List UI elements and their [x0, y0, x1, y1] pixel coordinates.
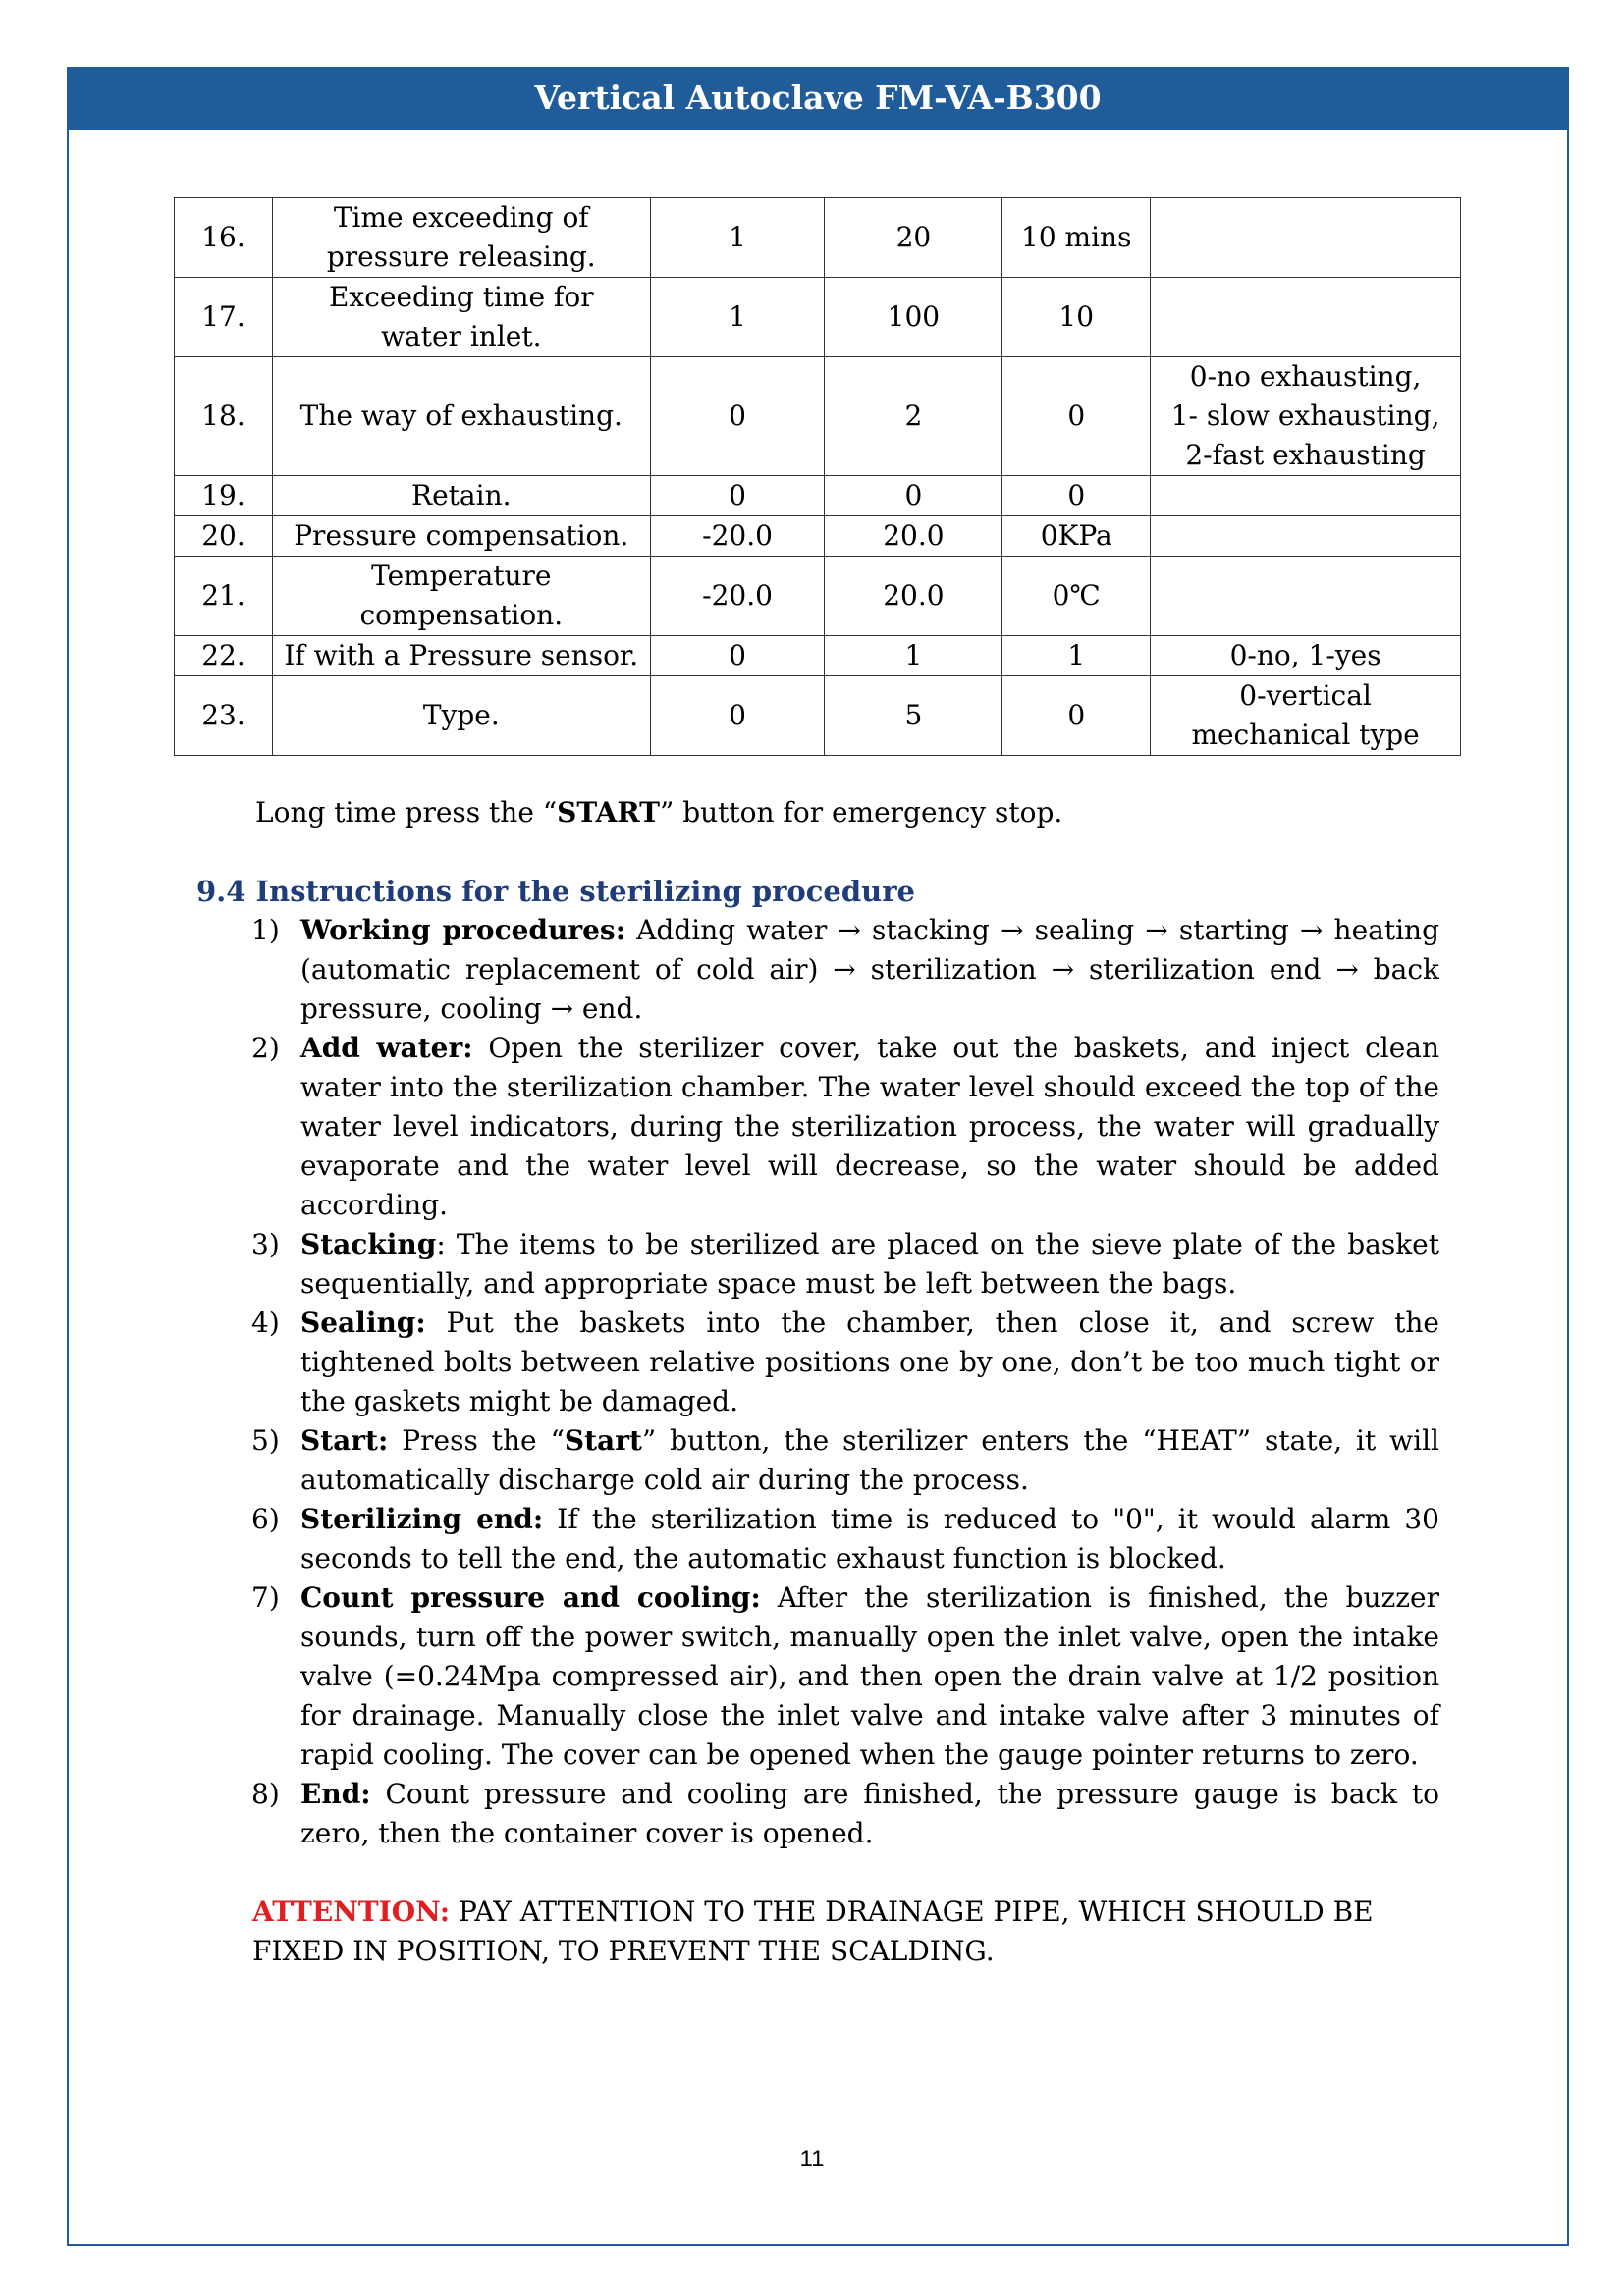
- table-row: [175, 676, 1461, 756]
- attention-label: ATTENTION:: [252, 1896, 451, 1928]
- remark: [1151, 278, 1461, 357]
- parameter-name: Pressure compensation.: [272, 516, 650, 557]
- max-value: 0: [825, 476, 1002, 516]
- section-title: 9.4 Instructions for the sterilizing procedure: [196, 875, 915, 908]
- min-value: 0: [650, 636, 825, 676]
- list-item: 8) End: Count pressure and cooling are finished, the pressure gauge is back to zero, then the container cover is opened.: [251, 1778, 1439, 1849]
- row-number: 21.: [175, 557, 273, 636]
- row-number: 17.: [175, 278, 273, 357]
- table-row: [175, 636, 1461, 676]
- remark: [1151, 198, 1461, 278]
- remark: [1151, 557, 1461, 636]
- max-value: 20.0: [825, 516, 1002, 557]
- row-number: 22.: [175, 636, 273, 676]
- parameter-table: [174, 197, 1461, 756]
- list-item: 7) Count pressure and cooling: After the sterilization is finished, the buzzer sounds, turn off the power switch, manually open the inlet valve, open the intake valve (=0.24Mpa compressed air), and then open the drain valve at 1/2 position for drainage. Manually close the inlet valve and intake valve after 3 minutes of rapid cooling. The cover can be opened when the gauge pointer returns to zero.: [251, 1581, 1439, 1771]
- remark: 0-no, 1-yes: [1151, 636, 1461, 676]
- table-row: [175, 198, 1461, 278]
- table-row: [175, 278, 1461, 357]
- emergency-stop-note: Long time press the “START” button for emergency stop.: [255, 796, 1063, 828]
- default-value: 0℃: [1002, 557, 1151, 636]
- parameter-name: Type.: [272, 676, 650, 756]
- row-number: 19.: [175, 476, 273, 516]
- max-value: 2: [825, 357, 1002, 476]
- row-number: 23.: [175, 676, 273, 756]
- table-row: [175, 476, 1461, 516]
- min-value: 0: [650, 476, 825, 516]
- main-content: [196, 793, 1439, 1999]
- min-value: -20.0: [650, 557, 825, 636]
- table-row: [175, 557, 1461, 636]
- max-value: 20: [825, 198, 1002, 278]
- list-item: 4) Sealing: Put the baskets into the chamber, then close it, and screw the tightened bolts between relative positions one by one, don’t be too much tight or the gaskets might be damaged.: [251, 1307, 1439, 1417]
- default-value: 10 mins: [1002, 198, 1151, 278]
- min-value: 0: [650, 357, 825, 476]
- remark: 0-no exhausting, 1- slow exhausting, 2-fast exhausting: [1151, 357, 1461, 476]
- default-value: 0: [1002, 676, 1151, 756]
- default-value: 10: [1002, 278, 1151, 357]
- list-item: 1) Working procedures: Adding water → stacking → sealing → starting → heating (automatic replacement of cold air) → sterilization → sterilization end → back pressure, cooling → end.: [251, 914, 1439, 1025]
- attention-note: ATTENTION: PAY ATTENTION TO THE DRAINAGE PIPE, WHICH SHOULD BE FIXED IN POSITION, TO PREVENT THE SCALDING.: [252, 1896, 1374, 1967]
- max-value: 1: [825, 636, 1002, 676]
- remark: [1151, 516, 1461, 557]
- max-value: 100: [825, 278, 1002, 357]
- parameter-name: Retain.: [272, 476, 650, 516]
- list-item: 2) Add water: Open the sterilizer cover, take out the baskets, and inject clean water into the sterilization chamber. The water level should exceed the top of the water level indicators, during the sterilization process, the water will gradually evaporate and the water level will decrease, so the water should be added according.: [251, 1032, 1440, 1221]
- row-number: 18.: [175, 357, 273, 476]
- table-row: [175, 516, 1461, 557]
- min-value: 1: [650, 198, 825, 278]
- default-value: 1: [1002, 636, 1151, 676]
- parameter-name: If with a Pressure sensor.: [272, 636, 650, 676]
- min-value: -20.0: [650, 516, 825, 557]
- default-value: 0: [1002, 357, 1151, 476]
- procedure-list: [196, 911, 1439, 1853]
- list-item: 3) Stacking: The items to be sterilized are placed on the sieve plate of the basket sequentially, and appropriate space must be left between the bags.: [251, 1228, 1439, 1300]
- list-item: 6) Sterilizing end: If the sterilization time is reduced to "0", it would alarm 30 seconds to tell the end, the automatic exhaust function is blocked.: [251, 1503, 1439, 1575]
- document-title: Vertical Autoclave FM-VA-B300: [534, 79, 1102, 117]
- parameter-name: Time exceeding of pressure releasing.: [272, 198, 650, 278]
- row-number: 16.: [175, 198, 273, 278]
- header-bar: [67, 67, 1569, 130]
- remark: 0-vertical mechanical type: [1151, 676, 1461, 756]
- table-row: [175, 357, 1461, 476]
- min-value: 1: [650, 278, 825, 357]
- remark: [1151, 476, 1461, 516]
- default-value: 0KPa: [1002, 516, 1151, 557]
- list-item: 5) Start: Press the “Start” button, the sterilizer enters the “HEAT” state, it will automatically discharge cold air during the process.: [251, 1424, 1440, 1496]
- parameter-name: The way of exhausting.: [272, 357, 650, 476]
- default-value: 0: [1002, 476, 1151, 516]
- max-value: 20.0: [825, 557, 1002, 636]
- parameter-name: Exceeding time for water inlet.: [272, 278, 650, 357]
- row-number: 20.: [175, 516, 273, 557]
- page-number: 11: [799, 2146, 825, 2172]
- parameter-name: Temperature compensation.: [272, 557, 650, 636]
- max-value: 5: [825, 676, 1002, 756]
- min-value: 0: [650, 676, 825, 756]
